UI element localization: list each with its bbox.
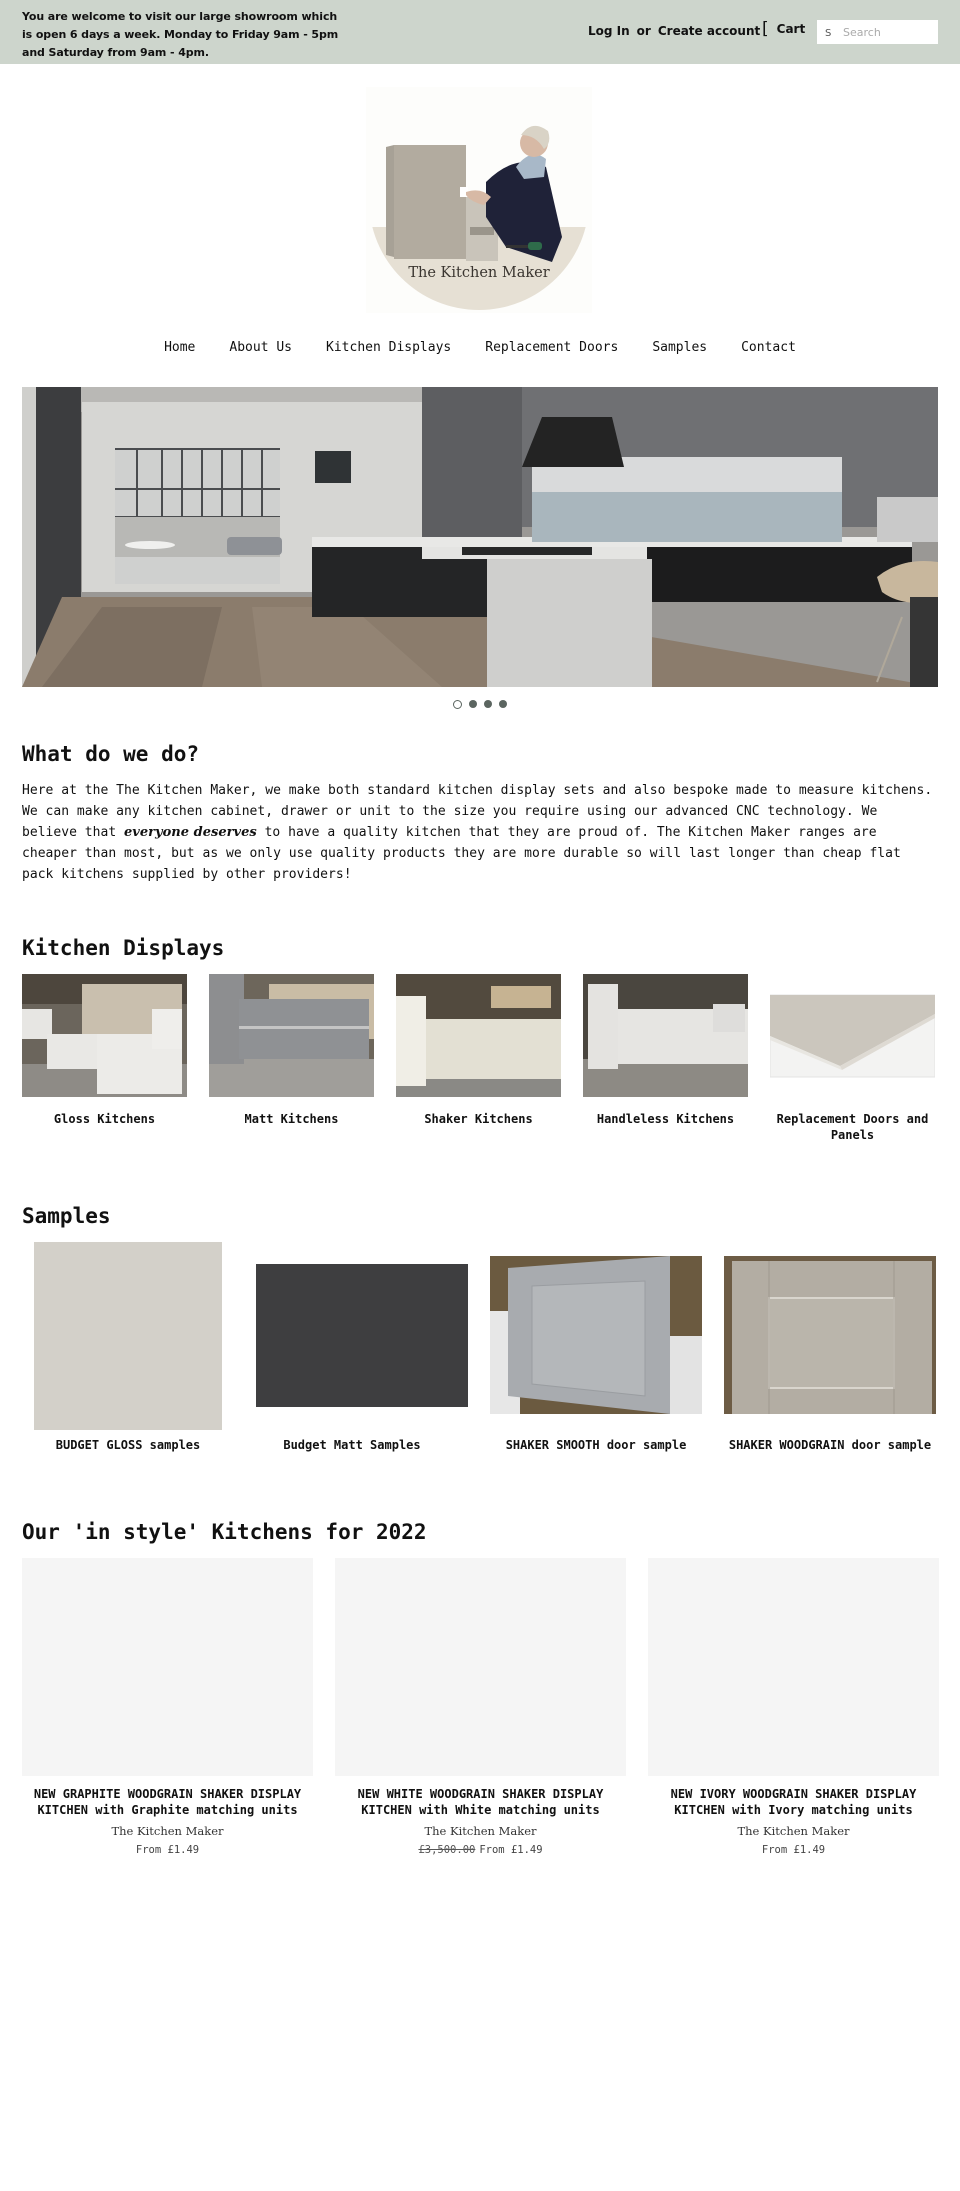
product-image-placeholder — [648, 1558, 939, 1776]
slide-dot-4[interactable] — [499, 700, 507, 708]
sample-label: SHAKER WOODGRAIN door sample — [728, 1438, 932, 1452]
shaker-smooth-door-image — [490, 1256, 702, 1414]
sample-label: BUDGET GLOSS samples — [55, 1438, 201, 1452]
sample-card-budget-gloss[interactable] — [22, 1242, 234, 1472]
product-image-placeholder — [22, 1558, 313, 1776]
about-text-part2: to have a quality kitchen that they are proud of. The Kitchen Maker ranges are cheaper than most, but as we only use quality products they are more durable so will last longer than cheap flat pack kitchens supplied by other providers! — [22, 825, 901, 882]
account-links — [588, 24, 760, 38]
logo-wordmark: The Kitchen Maker — [408, 265, 550, 281]
display-card-replacement-doors[interactable] — [770, 974, 935, 1143]
about-text — [22, 780, 938, 885]
product-card[interactable] — [335, 1558, 626, 1856]
product-vendor: The Kitchen Maker — [424, 1824, 537, 1838]
samples-heading: Samples — [22, 1204, 111, 1228]
sample-label: Budget Matt Samples — [283, 1438, 421, 1452]
product-title[interactable]: NEW IVORY WOODGRAIN SHAKER DISPLAY KITCHEN with Ivory matching units — [670, 1787, 917, 1817]
main-nav — [0, 340, 960, 355]
product-price-value: From £1.49 — [135, 1844, 200, 1856]
kitchen-displays-section — [22, 936, 938, 1143]
cart-link[interactable] — [762, 19, 806, 39]
product-vendor: The Kitchen Maker — [737, 1824, 850, 1838]
search-box — [817, 20, 938, 44]
cart-label: Cart — [776, 22, 806, 36]
display-label: Shaker Kitchens — [424, 1112, 533, 1126]
nav-samples[interactable]: Samples — [652, 340, 708, 355]
display-label: Matt Kitchens — [244, 1112, 339, 1126]
product-image-placeholder — [335, 1558, 626, 1776]
samples-section — [22, 1204, 938, 1492]
shaker-woodgrain-door-image — [724, 1256, 936, 1414]
sample-card-budget-matt[interactable] — [234, 1242, 470, 1472]
login-link[interactable]: Log In — [588, 24, 630, 38]
display-card-gloss[interactable] — [22, 974, 187, 1143]
about-heading: What do we do? — [22, 742, 200, 766]
matt-kitchen-image — [209, 974, 374, 1097]
display-card-handleless[interactable] — [583, 974, 748, 1143]
about-section — [22, 742, 938, 885]
in-style-kitchens-section — [22, 1520, 938, 1856]
or-separator: or — [636, 24, 651, 38]
slideshow-dots — [0, 700, 960, 709]
create-account-link[interactable]: Create account — [657, 24, 761, 38]
display-label: Handleless Kitchens — [596, 1112, 735, 1126]
display-card-matt[interactable] — [209, 974, 374, 1143]
about-emphasis: everyone deserves — [124, 825, 257, 840]
product-price-value: From £1.49 — [479, 1844, 543, 1856]
nav-replacement-doors[interactable]: Replacement Doors — [485, 340, 619, 355]
product-card[interactable] — [22, 1558, 313, 1856]
product-price-value: From £1.49 — [761, 1844, 826, 1856]
budget-matt-swatch — [256, 1264, 468, 1407]
samples-grid — [22, 1242, 938, 1492]
product-grid — [22, 1558, 938, 1856]
sample-card-shaker-smooth[interactable] — [490, 1242, 702, 1472]
displays-heading: Kitchen Displays — [22, 936, 225, 960]
product-price — [335, 1844, 626, 1856]
search-icon[interactable]: S — [825, 28, 832, 39]
slide-dot-2[interactable] — [469, 700, 477, 708]
product-title[interactable]: NEW GRAPHITE WOODGRAIN SHAKER DISPLAY KITCHEN with Graphite matching units — [33, 1787, 302, 1817]
product-vendor: The Kitchen Maker — [111, 1824, 224, 1838]
slide-dot-1[interactable] — [453, 700, 462, 709]
product-price — [22, 1844, 313, 1856]
nav-about-us[interactable]: About Us — [229, 340, 293, 355]
search-input[interactable] — [839, 20, 935, 44]
display-label: Gloss Kitchens — [53, 1112, 156, 1126]
sample-label: SHAKER SMOOTH door sample — [505, 1438, 687, 1452]
cart-icon: [ — [762, 19, 769, 39]
gloss-kitchen-image — [22, 974, 187, 1097]
nav-home[interactable]: Home — [164, 340, 196, 355]
product-compare-price: £3,500.00 — [418, 1844, 476, 1856]
sample-card-shaker-woodgrain[interactable] — [724, 1242, 936, 1472]
product-title[interactable]: NEW WHITE WOODGRAIN SHAKER DISPLAY KITCHEN with White matching units — [357, 1787, 604, 1817]
showroom-notice: You are welcome to visit our large showroom which is open 6 days a week. Monday to Friday 9am - 5pm and Saturday from 9am - 4pm. — [22, 10, 339, 59]
header — [0, 64, 960, 316]
replacement-door-panel-image — [770, 974, 935, 1097]
hero-slideshow[interactable] — [22, 387, 938, 687]
about-text-part1: Here at the The Kitchen Maker, we make both standard kitchen display sets and also bespoke made to measure kitchens. We can make any kitchen cabinet, drawer or unit to the size you require using our advanced CNC technology. We believe that — [22, 783, 933, 840]
display-card-shaker[interactable] — [396, 974, 561, 1143]
product-price — [648, 1844, 939, 1856]
handleless-kitchen-image — [583, 974, 748, 1097]
in-style-heading: Our 'in style' Kitchens for 2022 — [22, 1520, 427, 1544]
announcement-bar — [0, 0, 960, 64]
shaker-kitchen-image — [396, 974, 561, 1097]
nav-contact[interactable]: Contact — [741, 340, 796, 355]
budget-gloss-swatch — [34, 1242, 222, 1430]
display-label: Replacement Doors and Panels — [776, 1112, 929, 1142]
nav-kitchen-displays[interactable]: Kitchen Displays — [326, 340, 452, 355]
kitchen-maker-logo[interactable] — [366, 87, 592, 313]
displays-grid — [22, 974, 938, 1143]
product-card[interactable] — [648, 1558, 939, 1856]
slide-dot-3[interactable] — [484, 700, 492, 708]
hero-kitchen-image — [22, 387, 938, 687]
